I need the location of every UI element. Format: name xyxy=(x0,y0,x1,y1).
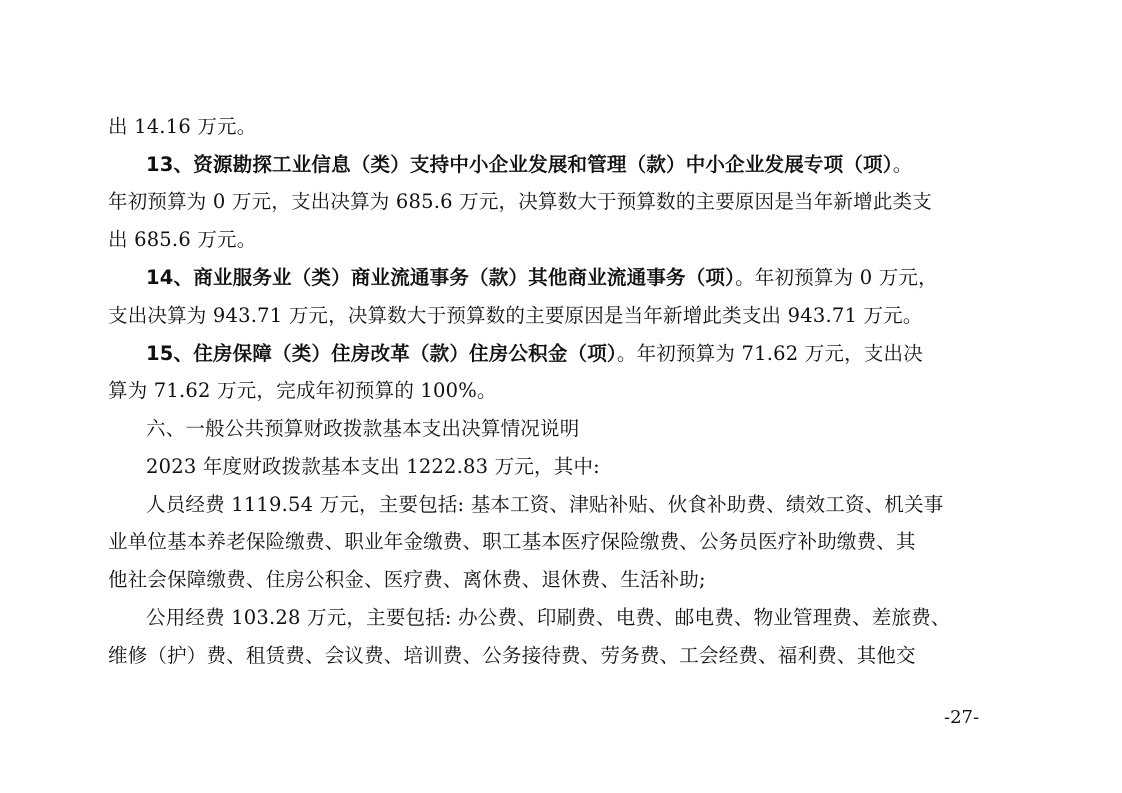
paragraph-line xyxy=(108,226,978,254)
paragraph-line xyxy=(108,528,978,556)
line-text: 支出决算为 943.71 万元，决算数大于预算数的主要原因是当年新增此类支出 943.71 万元。 xyxy=(108,304,923,327)
line-text: 维修（护）费、租赁费、会议费、培训费、公务接待费、劳务费、工会经费、福利费、其他交 xyxy=(108,644,916,667)
line-text: 人员经费 1119.54 万元，主要包括: 基本工资、津贴补贴、伙食补助费、绩效工资、机关事 xyxy=(146,493,944,516)
line-text: 2023 年度财政拨款基本支出 1222.83 万元，其中: xyxy=(146,455,600,478)
section-heading-text: 六、一般公共预算财政拨款基本支出决算情况说明 xyxy=(146,417,580,440)
line-text: 业单位基本养老保险缴费、职业年金缴费、职工基本医疗保险缴费、公务员医疗补助缴费、其 xyxy=(108,530,916,553)
line-text: 公用经费 103.28 万元，主要包括: 办公费、印刷费、电费、邮电费、物业管理费、差旅费、 xyxy=(146,606,951,629)
item-13-title: 13、资源勘探工业信息（类）支持中小企业发展和管理（款）中小企业发展专项（项） xyxy=(146,153,893,176)
item-14-title: 14、商业服务业（类）商业流通事务（款）其他商业流通事务（项） xyxy=(146,266,736,289)
paragraph-line xyxy=(108,566,978,594)
paragraph-line xyxy=(146,604,978,632)
item-13-heading xyxy=(146,151,978,179)
line-text: 。年初预算为 71.62 万元，支出决 xyxy=(616,342,923,365)
paragraph-line xyxy=(146,491,978,519)
line-text: 年初预算为 0 万元，支出决算为 685.6 万元，决算数大于预算数的主要原因是当年新增此类支 xyxy=(108,190,932,213)
paragraph-line xyxy=(108,188,978,216)
line-text: 出 685.6 万元。 xyxy=(108,228,257,251)
paragraph-line xyxy=(108,113,978,141)
paragraph-line xyxy=(108,377,978,405)
line-text: 他社会保障缴费、住房公积金、医疗费、离休费、退休费、生活补助; xyxy=(108,568,706,591)
item-15-heading xyxy=(146,340,978,368)
line-text: 。 xyxy=(892,153,913,176)
item-14-heading xyxy=(146,264,978,292)
paragraph-line xyxy=(146,453,978,481)
line-text: 。年初预算为 0 万元， xyxy=(735,266,938,289)
line-text: 出 14.16 万元。 xyxy=(108,115,257,138)
paragraph-line xyxy=(108,302,978,330)
item-15-title: 15、住房保障（类）住房改革（款）住房公积金（项） xyxy=(146,342,617,365)
line-text: 算为 71.62 万元，完成年初预算的 100%。 xyxy=(108,379,497,402)
paragraph-line xyxy=(108,642,978,670)
section-six-heading xyxy=(146,415,978,443)
page-number: -27- xyxy=(944,707,980,728)
